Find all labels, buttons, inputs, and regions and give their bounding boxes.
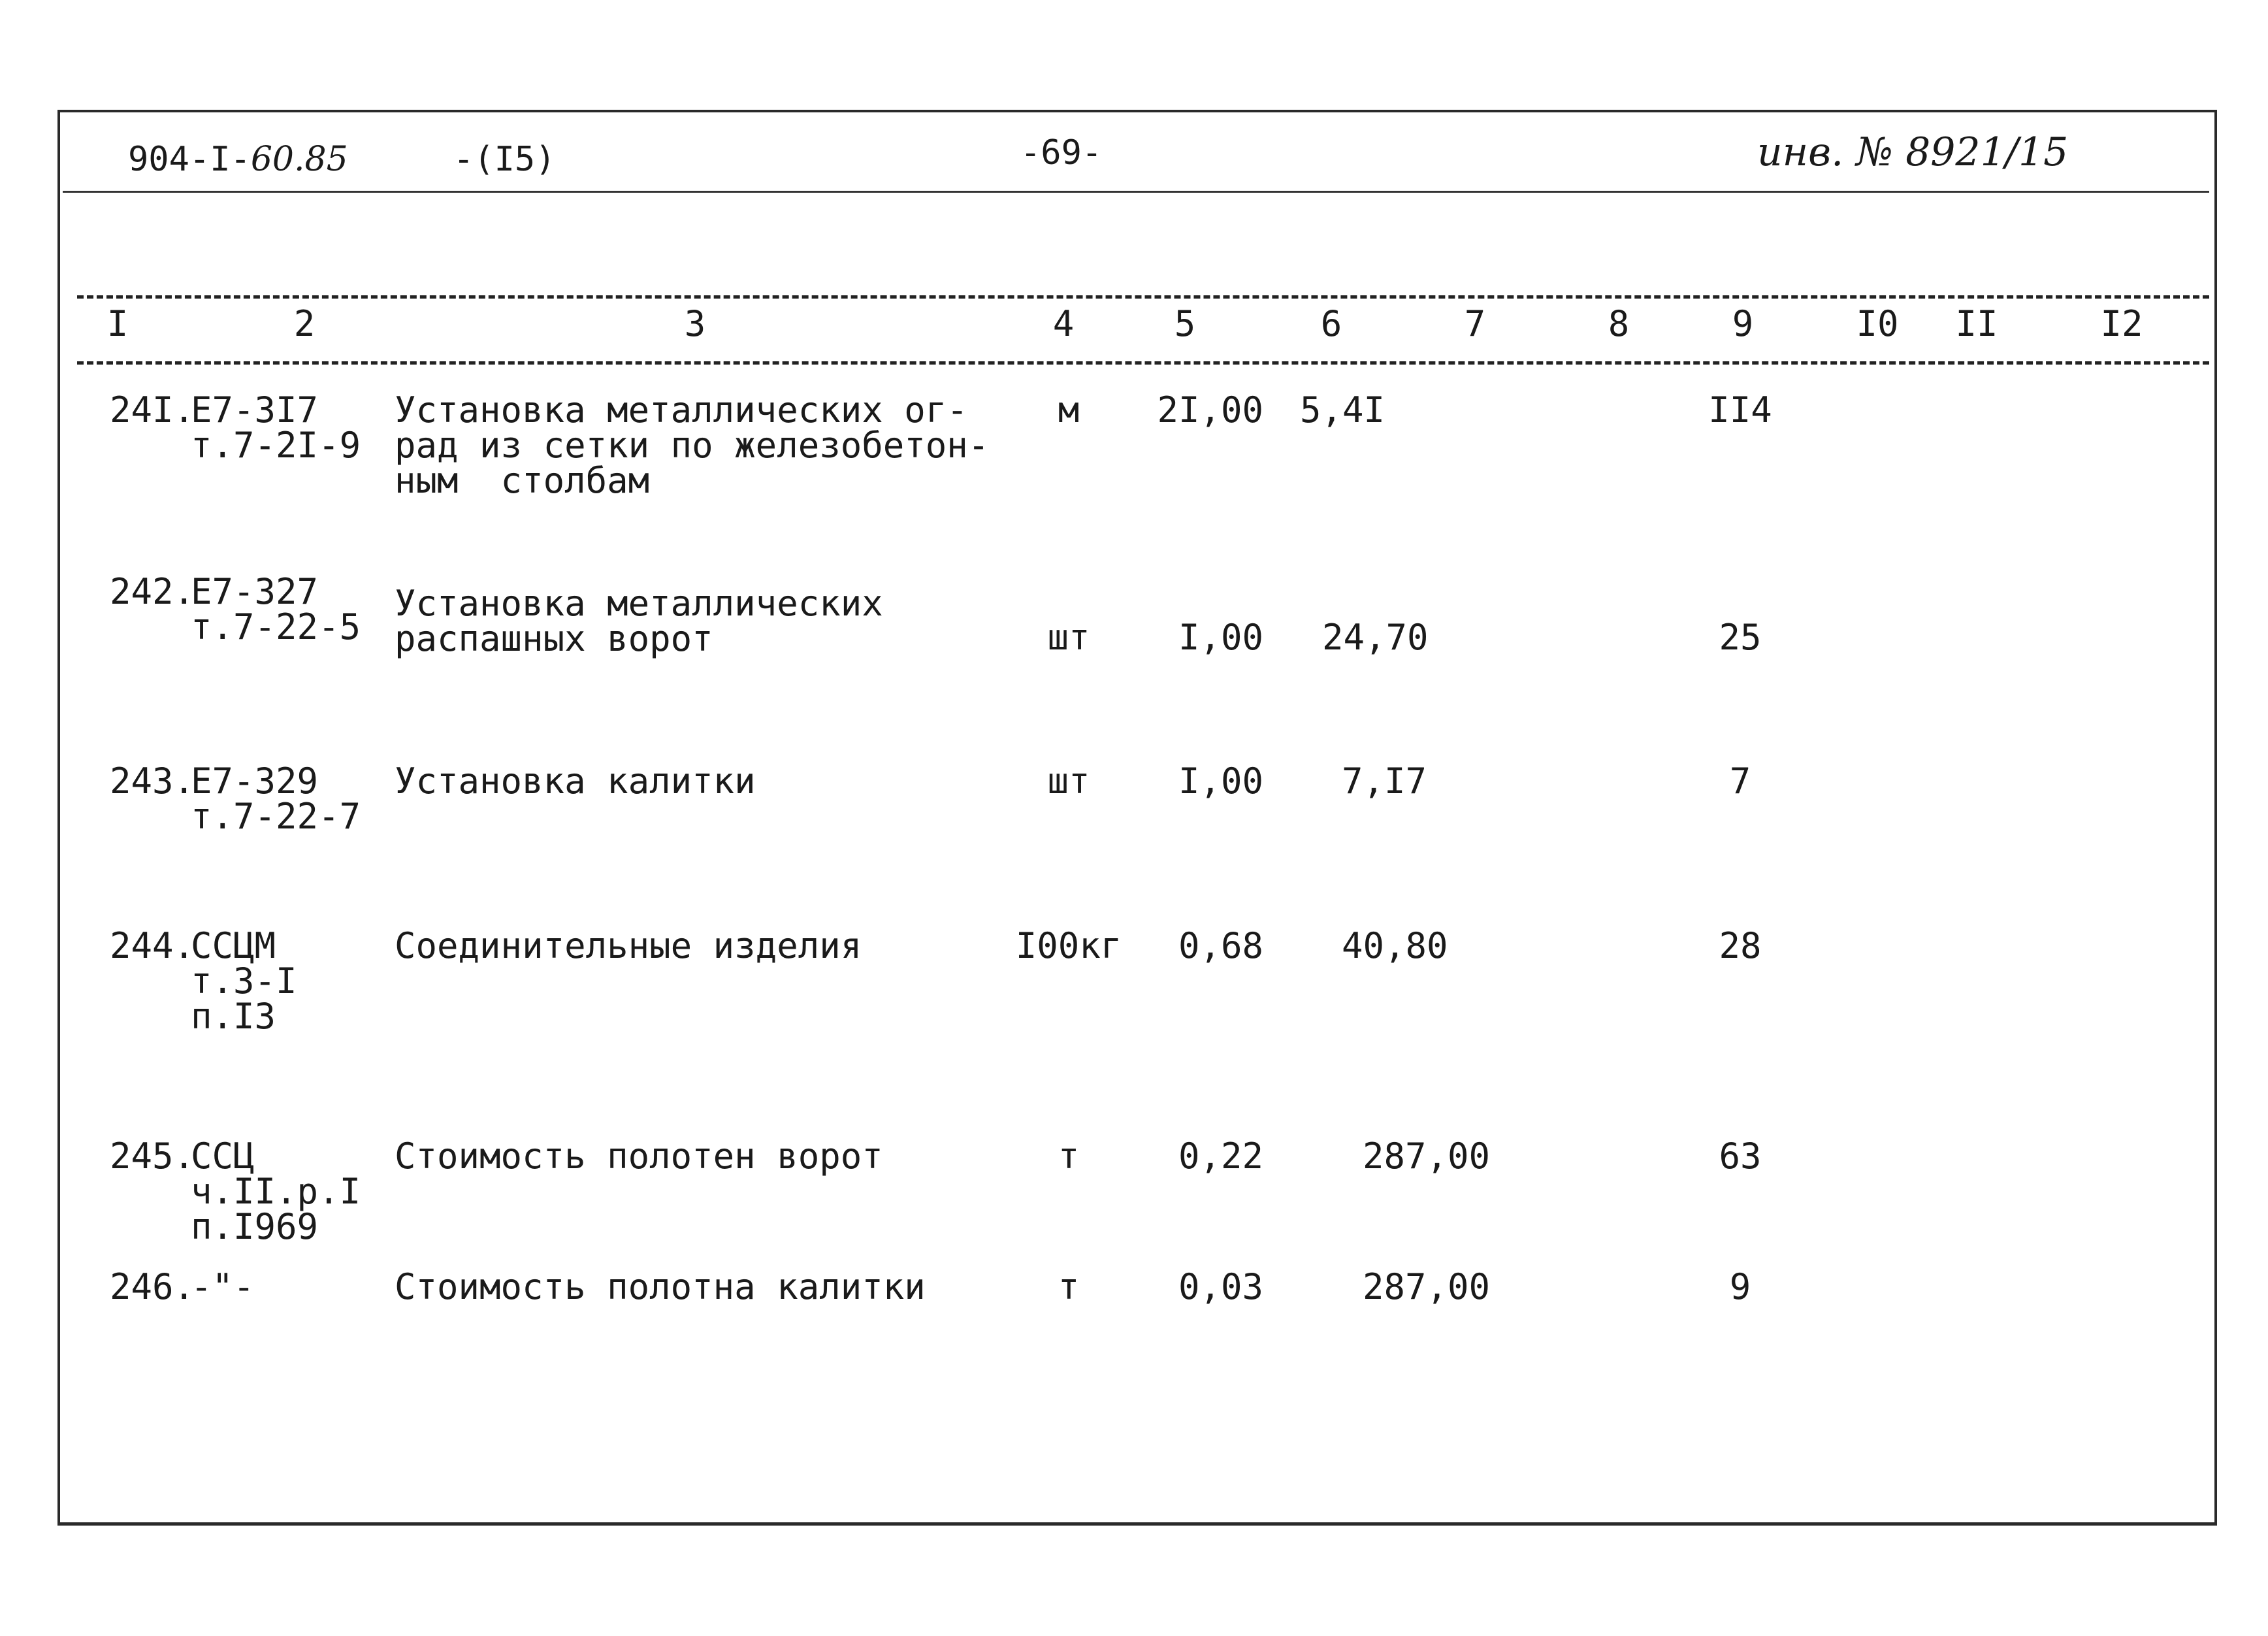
column-number: 8 — [1608, 303, 1630, 344]
table-top-rule — [77, 295, 2209, 299]
row-code-line: -"- — [191, 1266, 255, 1307]
row-number: 243. — [110, 761, 195, 802]
row-number: 24I. — [110, 389, 195, 431]
row-code-line: п.I3 — [191, 996, 276, 1037]
page-number: -69- — [1020, 133, 1103, 172]
row-description-line: Установка металлических ог- — [395, 389, 968, 431]
row-total-cost: 9 — [1729, 1266, 1751, 1307]
row-quantity: I,00 — [1178, 617, 1263, 658]
row-unit-price: 5,4I — [1300, 389, 1385, 431]
row-total-cost: 63 — [1719, 1136, 1762, 1177]
inventory-number: инв. № 8921/15 — [1757, 129, 2069, 175]
row-unit-price: 287,00 — [1363, 1136, 1491, 1177]
row-code-line: E7-329 — [191, 761, 319, 802]
row-code-line: E7-327 — [191, 571, 319, 612]
column-number: 2 — [293, 303, 316, 344]
row-code-line: т.7-22-5 — [191, 606, 361, 647]
row-description-line: Установка калитки — [395, 761, 756, 802]
row-quantity: 2I,00 — [1157, 389, 1263, 431]
row-description-line: распашных ворот — [395, 618, 713, 659]
row-code-line: п.I969 — [191, 1206, 319, 1247]
row-description-line: Установка металлических — [395, 583, 883, 624]
column-number: 3 — [684, 303, 706, 344]
row-quantity: 0,68 — [1178, 925, 1263, 966]
row-description-line: Стоимость полотен ворот — [395, 1136, 883, 1177]
row-description-line: Соединительные изделия — [395, 925, 862, 966]
row-code-line: т.7-22-7 — [191, 796, 361, 837]
row-unit-price: 24,70 — [1322, 617, 1429, 658]
header-divider — [63, 191, 2209, 193]
row-code-line: т.3-I — [191, 960, 297, 1002]
column-number: I — [106, 303, 129, 344]
row-unit: т — [1058, 1136, 1080, 1177]
album-number: -(I5) — [453, 140, 556, 179]
doc-code-printed: 904-I- — [128, 140, 251, 179]
row-quantity: 0,03 — [1178, 1266, 1263, 1307]
column-number: 9 — [1732, 303, 1754, 344]
row-total-cost: 28 — [1719, 925, 1762, 966]
row-code-line: E7-3I7 — [191, 389, 319, 431]
row-quantity: 0,22 — [1178, 1136, 1263, 1177]
row-unit: м — [1058, 389, 1080, 431]
row-number: 244. — [110, 925, 195, 966]
row-code-line: ССЦ — [191, 1136, 255, 1177]
row-unit: шт — [1047, 761, 1090, 802]
column-number: I0 — [1856, 303, 1899, 344]
row-unit: т — [1058, 1266, 1080, 1307]
row-description-line: рад из сетки по железобетон- — [395, 425, 990, 466]
doc-code — [128, 140, 348, 179]
column-number: II — [1955, 303, 1998, 344]
row-number: 246. — [110, 1266, 195, 1307]
row-unit: I00кг — [1015, 925, 1122, 966]
column-number: 5 — [1174, 303, 1196, 344]
row-quantity: I,00 — [1178, 761, 1263, 802]
row-unit-price: 7,I7 — [1342, 761, 1427, 802]
row-code-line: ч.II.р.I — [191, 1171, 361, 1212]
row-total-cost: II4 — [1708, 389, 1772, 431]
row-total-cost: 25 — [1719, 617, 1762, 658]
column-number: I2 — [2100, 303, 2143, 344]
row-description-line: ным столбам — [395, 460, 650, 501]
row-unit-price: 40,80 — [1342, 925, 1448, 966]
table-header-rule — [77, 361, 2209, 365]
column-number: 6 — [1320, 303, 1342, 344]
row-code-line: т.7-2I-9 — [191, 425, 361, 466]
column-number: 4 — [1052, 303, 1075, 344]
row-code-line: ССЦМ — [191, 925, 276, 966]
column-number: 7 — [1464, 303, 1486, 344]
row-number: 245. — [110, 1136, 195, 1177]
row-description-line: Стоимость полотна калитки — [395, 1266, 926, 1307]
row-number: 242. — [110, 571, 195, 612]
row-total-cost: 7 — [1729, 761, 1751, 802]
row-unit-price: 287,00 — [1363, 1266, 1491, 1307]
doc-code-handwritten: 60.85 — [250, 140, 348, 179]
row-unit: шт — [1047, 617, 1090, 658]
